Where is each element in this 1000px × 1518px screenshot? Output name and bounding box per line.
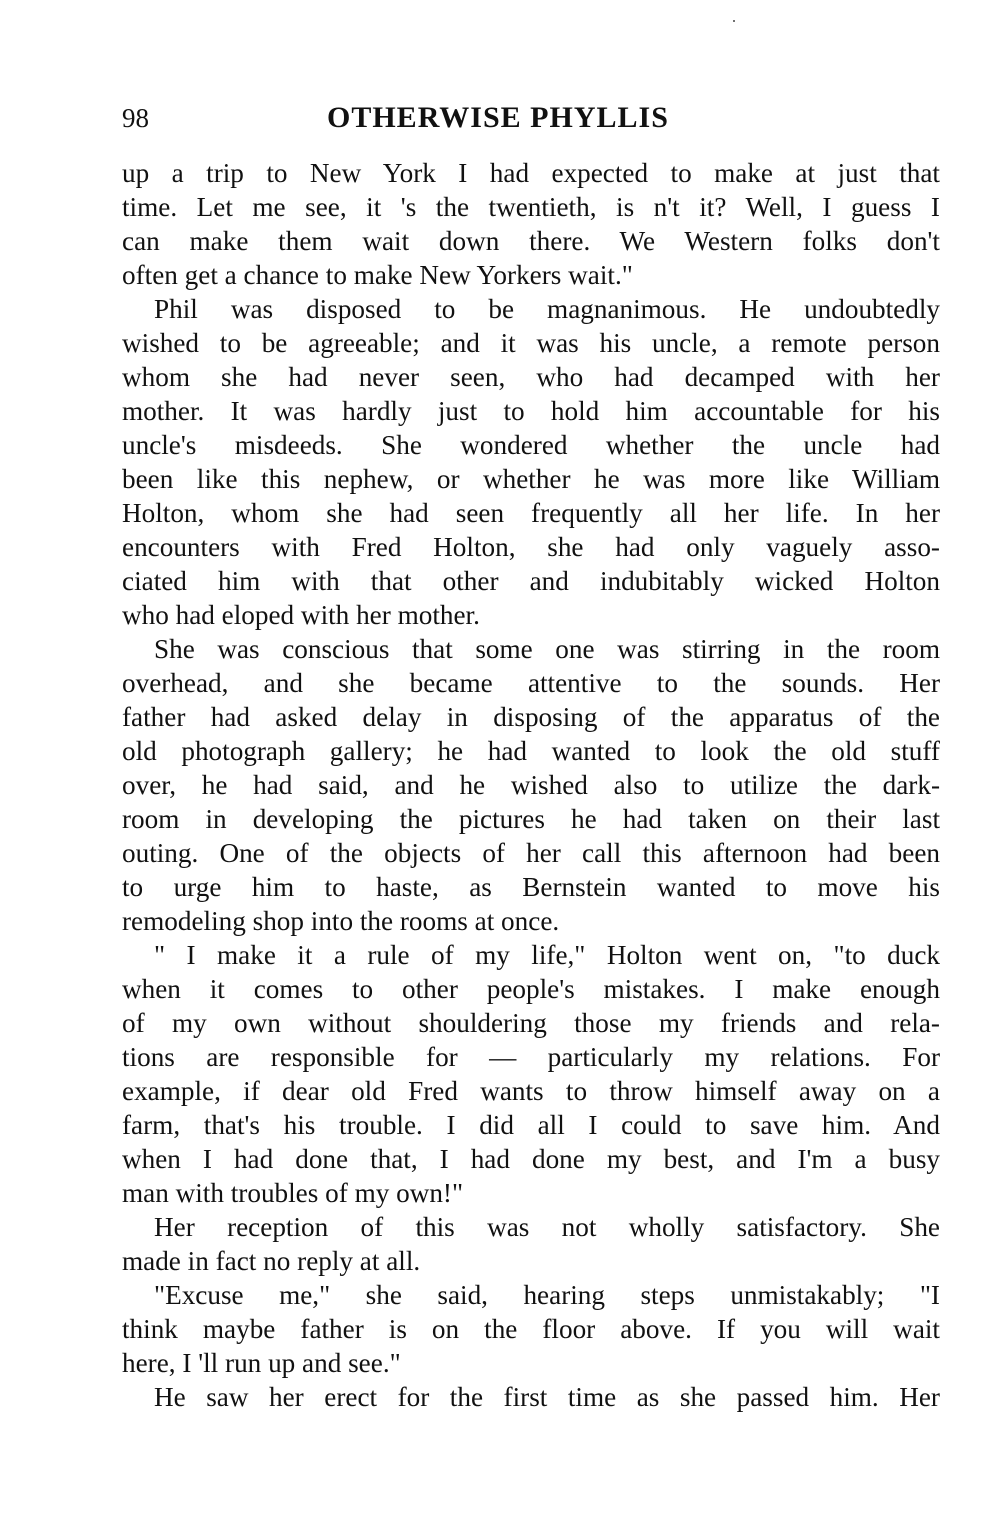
text-line: when it comes to other people's mistakes. I make enough — [122, 974, 940, 1004]
text-line: Holton, whom she had seen frequently all her life. In her — [122, 498, 940, 528]
text-line: up a trip to New York I had expected to make at just that — [122, 158, 940, 188]
running-title: OTHERWISE PHYLLIS — [327, 101, 669, 134]
text-line: uncle's misdeeds. She wondered whether the uncle had — [122, 430, 940, 460]
text-line: Phil was disposed to be magnanimous. He undoubtedly — [154, 294, 940, 324]
text-line: example, if dear old Fred wants to throw himself away on a — [122, 1076, 940, 1106]
text-line: often get a chance to make New Yorkers wait." — [122, 260, 633, 290]
page-header — [122, 98, 940, 138]
text-line: who had eloped with her mother. — [122, 600, 480, 630]
body-text — [122, 156, 940, 1414]
text-line: can make them wait down there. We Western folks don't — [122, 226, 940, 256]
scan-speck — [733, 20, 735, 22]
text-line: room in developing the pictures he had taken on their last — [122, 804, 940, 834]
text-line: outing. One of the objects of her call this afternoon had been — [122, 838, 940, 868]
text-line: made in fact no reply at all. — [122, 1246, 421, 1276]
text-line: father had asked delay in disposing of the apparatus of the — [122, 702, 940, 732]
text-line: been like this nephew, or whether he was more like William — [122, 464, 940, 494]
text-line: ciated him with that other and indubitably wicked Holton — [122, 566, 940, 596]
text-line: to urge him to haste, as Bernstein wanted to move his — [122, 872, 940, 902]
text-line: when I had done that, I had done my best, and I'm a busy — [122, 1144, 940, 1174]
page-number: 98 — [122, 103, 149, 133]
text-line: remodeling shop into the rooms at once. — [122, 906, 560, 936]
text-line: He saw her erect for the first time as she passed him. Her — [154, 1382, 940, 1412]
text-line: old photograph gallery; he had wanted to look the old stuff — [122, 736, 940, 766]
text-line: over, he had said, and he wished also to utilize the dark- — [122, 770, 940, 800]
text-line: mother. It was hardly just to hold him accountable for his — [122, 396, 940, 426]
text-line: "Excuse me," she said, hearing steps unmistakably; "I — [154, 1280, 940, 1310]
text-line: " I make it a rule of my life," Holton went on, "to duck — [154, 940, 940, 970]
text-line: time. Let me see, it 's the twentieth, is n't it? Well, I guess I — [122, 192, 940, 222]
text-line: here, I 'll run up and see." — [122, 1348, 401, 1378]
text-line: encounters with Fred Holton, she had only vaguely asso- — [122, 532, 940, 562]
text-line: think maybe father is on the floor above. If you will wait — [122, 1314, 940, 1344]
text-line: She was conscious that some one was stirring in the room — [154, 634, 940, 664]
text-line: farm, that's his trouble. I did all I could to save him. And — [122, 1110, 940, 1140]
text-line: tions are responsible for — particularly my relations. For — [122, 1042, 940, 1072]
text-line: Her reception of this was not wholly satisfactory. She — [154, 1212, 940, 1242]
text-line: of my own without shouldering those my friends and rela- — [122, 1008, 940, 1038]
text-line: wished to be agreeable; and it was his uncle, a remote person — [122, 328, 940, 358]
text-line: overhead, and she became attentive to the sounds. Her — [122, 668, 940, 698]
text-line: whom she had never seen, who had decamped with her — [122, 362, 940, 392]
text-line: man with troubles of my own!" — [122, 1178, 464, 1208]
